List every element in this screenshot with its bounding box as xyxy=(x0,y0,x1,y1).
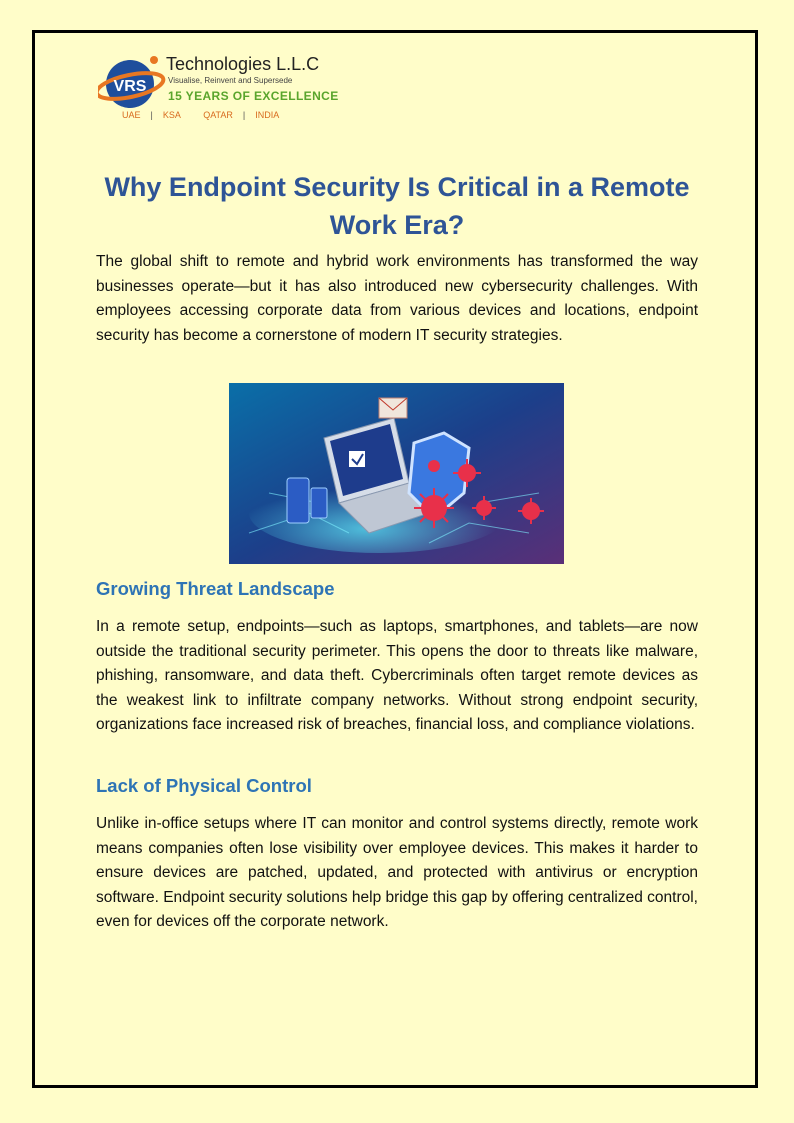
section-body-threat-landscape: In a remote setup, endpoints—such as laptops, smartphones, and tablets—are now outside the traditional security perimeter. This opens the door to threats like malware, phishing, ransomware, and data theft. Cybercriminals often target remote devices as the weakest link to infiltrate company networks. Without strong endpoint security, organizations face increased risk of breaches, financial loss, and compliance violations. xyxy=(96,618,698,734)
country-qatar: QATAR xyxy=(203,110,233,120)
hero-image-endpoint-security xyxy=(229,383,564,564)
logo-company-name: Technologies L.L.C xyxy=(166,54,320,74)
country-india: INDIA xyxy=(255,110,280,120)
section-heading-physical-control: Lack of Physical Control xyxy=(96,775,312,796)
company-logo xyxy=(98,52,338,128)
intro-paragraph: The global shift to remote and hybrid work environments has transformed the way businesses operate—but it has also introduced new cybersecurity challenges. With employees accessing corporate data from various devices and locations, endpoint security has become a cornerstone of modern IT security strategies. xyxy=(96,253,698,344)
logo-tagline: Visualise, Reinvent and Supersede xyxy=(168,76,293,85)
logo-countries: UAE | KSA QATAR | INDIA xyxy=(122,110,280,120)
country-uae: UAE xyxy=(122,110,141,120)
section-body-physical-control: Unlike in-office setups where IT can monitor and control systems directly, remote work means companies often lose visibility over employee devices. This makes it harder to ensure devices are patched, updated, and protected with antivirus or encryption software. Endpoint security solutions help bridge this gap by offering centralized control, even for devices off the corporate network. xyxy=(96,815,698,931)
vrs-globe-icon xyxy=(98,52,168,112)
svg-text:VRS: VRS xyxy=(113,78,147,95)
country-ksa: KSA xyxy=(162,110,181,120)
page-title: Why Endpoint Security Is Critical in a Remote Work Era? xyxy=(104,172,690,240)
logo-years: 15 YEARS OF EXCELLENCE xyxy=(168,89,339,103)
section-heading-threat-landscape: Growing Threat Landscape xyxy=(96,578,335,599)
